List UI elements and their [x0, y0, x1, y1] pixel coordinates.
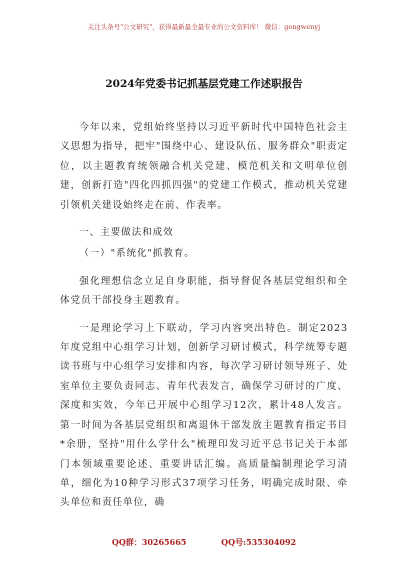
footer-qq-number: QQ号:535304092 — [221, 537, 297, 547]
body-paragraph: 强化理想信念立足自身职能，指导督促各基层党组织和全体党员干部投身主题教育。 — [60, 275, 348, 307]
intro-paragraph: 今年以来，党组始终坚持以习近平新时代中国特色社会主义思想为指导，把牢"围绕中心、建设队伍、服务群众"职责定位，以主题教育统领融合机关党建、模范机关和文明单位创建，创新打造"四化四抓四强"的党建工作模式，推动机关党建引领机关建设始终走在前、作表率。 — [60, 122, 348, 211]
subsection-heading: （一）"系统化"抓教育。 — [79, 248, 195, 260]
document-title: 2024年党委书记抓基层党建工作述职报告 — [105, 78, 303, 90]
footer-qq-group: QQ群：30265665 — [111, 537, 187, 547]
document-body — [60, 118, 348, 513]
section-heading: 一、主要做法和成效 — [79, 227, 174, 239]
footer-contact — [0, 537, 408, 548]
header-promo-note: 关注头条号"公文研究"，获得最新最全最专业的公文资料库！ 微信：gongwenyj — [87, 23, 321, 31]
body-paragraph: 一是理论学习上下联动，学习内容突出特色。制定2023年度党组中心组学习计划，创新学习研讨模式，科学统筹专题读书班与中心组学习安排和内容，每次学习研讨领导班子、处室单位主要负责同志、青年代表发言，确保学习研讨的广度、深度和实效，今年已开展中心组学习12次，累计48人发言。第一时间为各基层党组织和离退休干部发放主题教育指定书目*余册，坚持"用什么学什么"梳理印发习近平总书记关于本部门本领域重要论述、重要讲话汇编。高质量编制理论学习清单，细化为10种学习形式37项学习任务，明确完成时限、牵头单位和责任单位，确 — [60, 322, 348, 509]
